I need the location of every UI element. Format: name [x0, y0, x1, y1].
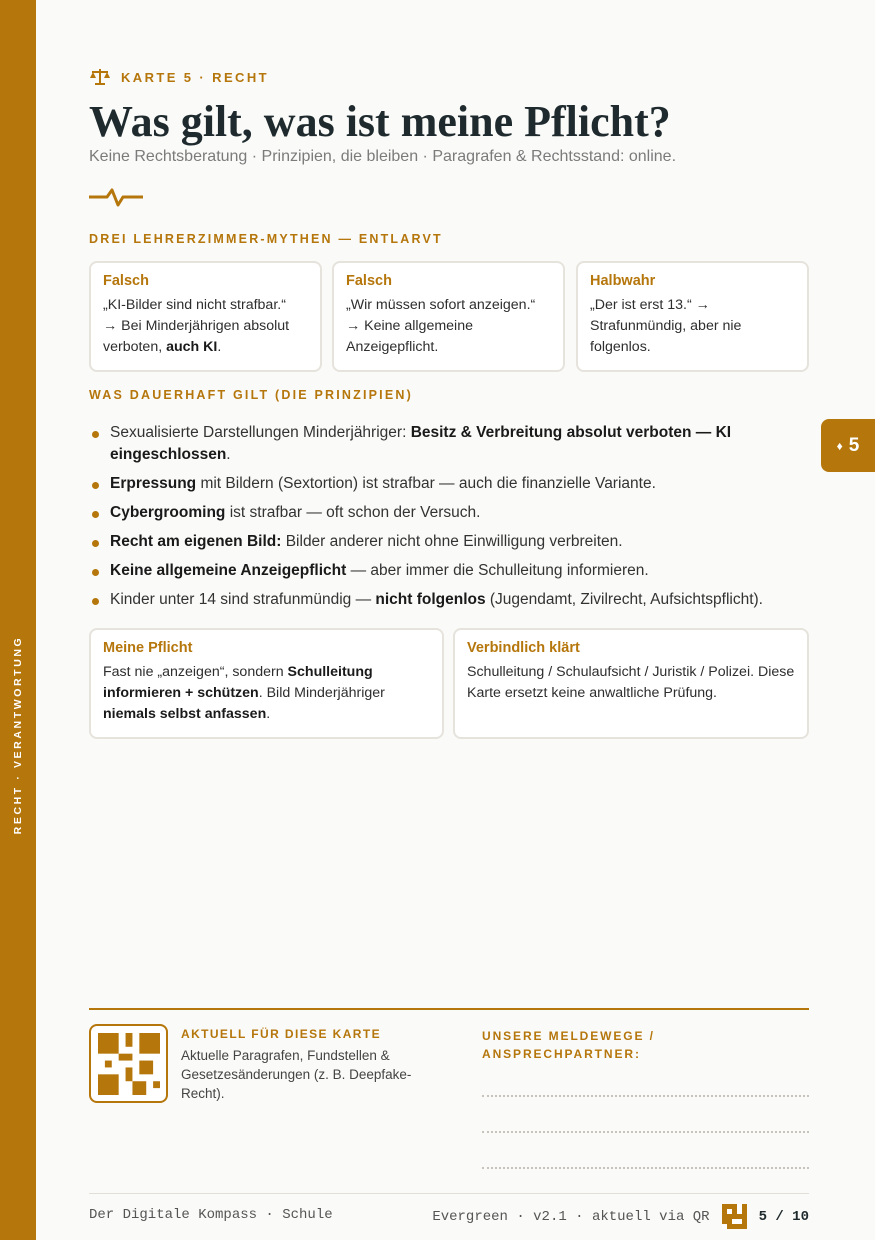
bullet-icon — [92, 598, 99, 605]
myth-card-2 — [332, 261, 565, 372]
qr-code-icon — [98, 1033, 160, 1095]
write-in-line[interactable] — [482, 1167, 809, 1169]
bullet-icon — [92, 569, 99, 576]
myth-card-1 — [89, 261, 322, 372]
bottom-divider — [89, 1193, 809, 1194]
myth-card-3 — [576, 261, 809, 372]
footer-brand: Der Digitale Kompass · Schule — [89, 1207, 333, 1223]
qr-code[interactable] — [89, 1024, 168, 1103]
meldewege-title: UNSERE MELDEWEGE / ANSPRECHPARTNER: — [482, 1029, 655, 1061]
kicker — [89, 68, 269, 86]
pulse-icon — [89, 186, 143, 208]
scales-icon — [89, 68, 111, 86]
footer-meta — [432, 1204, 809, 1229]
bullet-icon — [92, 431, 99, 438]
list-item: Erpressung mit Bildern (Sextortion) ist strafbar — auch die finanzielle Variante. — [89, 473, 814, 495]
mini-qr-icon — [722, 1204, 747, 1229]
page-subtitle: Keine Rechtsberatung · Prinzipien, die bleiben · Paragrafen & Rechtsstand: online. — [89, 148, 677, 165]
list-item: Recht am eigenen Bild: Bilder anderer nicht ohne Einwilligung verbreiten. — [89, 531, 814, 553]
myth-text: „Wir müssen sofort anzeigen.“ → Keine allgemeine Anzeigepflicht. — [346, 297, 536, 355]
binding-text: Schulleitung / Schulaufsicht / Juristik / Polizei. Diese Karte ersetzt keine anwaltliche Prüfung. — [467, 664, 795, 701]
page-title: Was gilt, was ist meine Pflicht? — [89, 97, 671, 146]
myth-verdict: Falsch — [346, 273, 392, 289]
card-number: 5 — [848, 434, 860, 456]
myth-verdict: Halbwahr — [590, 273, 656, 289]
card-number-tab — [821, 419, 875, 472]
qr-title: AKTUELL FÜR DIESE KARTE — [181, 1027, 381, 1041]
list-item: Cybergrooming ist strafbar — oft schon der Versuch. — [89, 502, 814, 524]
side-band — [0, 0, 36, 1240]
duty-title: Meine Pflicht — [103, 640, 193, 656]
list-item: Keine allgemeine Anzeigepflicht — aber immer die Schulleitung informieren. — [89, 560, 814, 582]
bullet-icon — [92, 540, 99, 547]
bullet-icon — [92, 511, 99, 518]
qr-description: Aktuelle Paragrafen, Fundstellen & Gesetzesänderungen (z. B. Deepfake-Recht). — [181, 1048, 412, 1101]
myth-text: „Der ist erst 13.“ → Strafunmündig, aber nie folgenlos. — [590, 297, 742, 355]
side-band-label: RECHT · VERANTWORTUNG — [12, 635, 24, 835]
kicker-label: KARTE 5 · RECHT — [121, 69, 269, 85]
write-in-line[interactable] — [482, 1131, 809, 1133]
bullet-icon — [92, 482, 99, 489]
footer-version: Evergreen · v2.1 · aktuell via QR — [432, 1208, 710, 1225]
footer-divider — [89, 1008, 809, 1010]
page-number: 5 / 10 — [758, 1208, 809, 1225]
binding-card — [453, 628, 809, 739]
myths-heading: DREI LEHRERZIMMER-MYTHEN — ENTLARVT — [89, 232, 443, 246]
list-item: Sexualisierte Darstellungen Minderjähriger: Besitz & Verbreitung absolut verboten — KI eingeschlossen. — [89, 422, 814, 466]
duty-text: Fast nie „anzeigen“, sondern Schulleitung informieren + schützen. Bild Minderjähriger niemals selbst anfassen. — [103, 664, 385, 722]
write-in-line[interactable] — [482, 1095, 809, 1097]
myth-verdict: Falsch — [103, 273, 149, 289]
duty-card — [89, 628, 444, 739]
binding-title: Verbindlich klärt — [467, 640, 580, 656]
principles-list — [89, 422, 814, 618]
list-item: Kinder unter 14 sind strafunmündig — nicht folgenlos (Jugendamt, Zivilrecht, Aufsichtspflicht). — [89, 589, 814, 611]
principles-heading: WAS DAUERHAFT GILT (DIE PRINZIPIEN) — [89, 388, 413, 402]
myth-text: „KI-Bilder sind nicht strafbar.“ → Bei Minderjährigen absolut verboten, auch KI. — [103, 297, 290, 355]
diamond-icon: ♦ — [836, 438, 843, 453]
